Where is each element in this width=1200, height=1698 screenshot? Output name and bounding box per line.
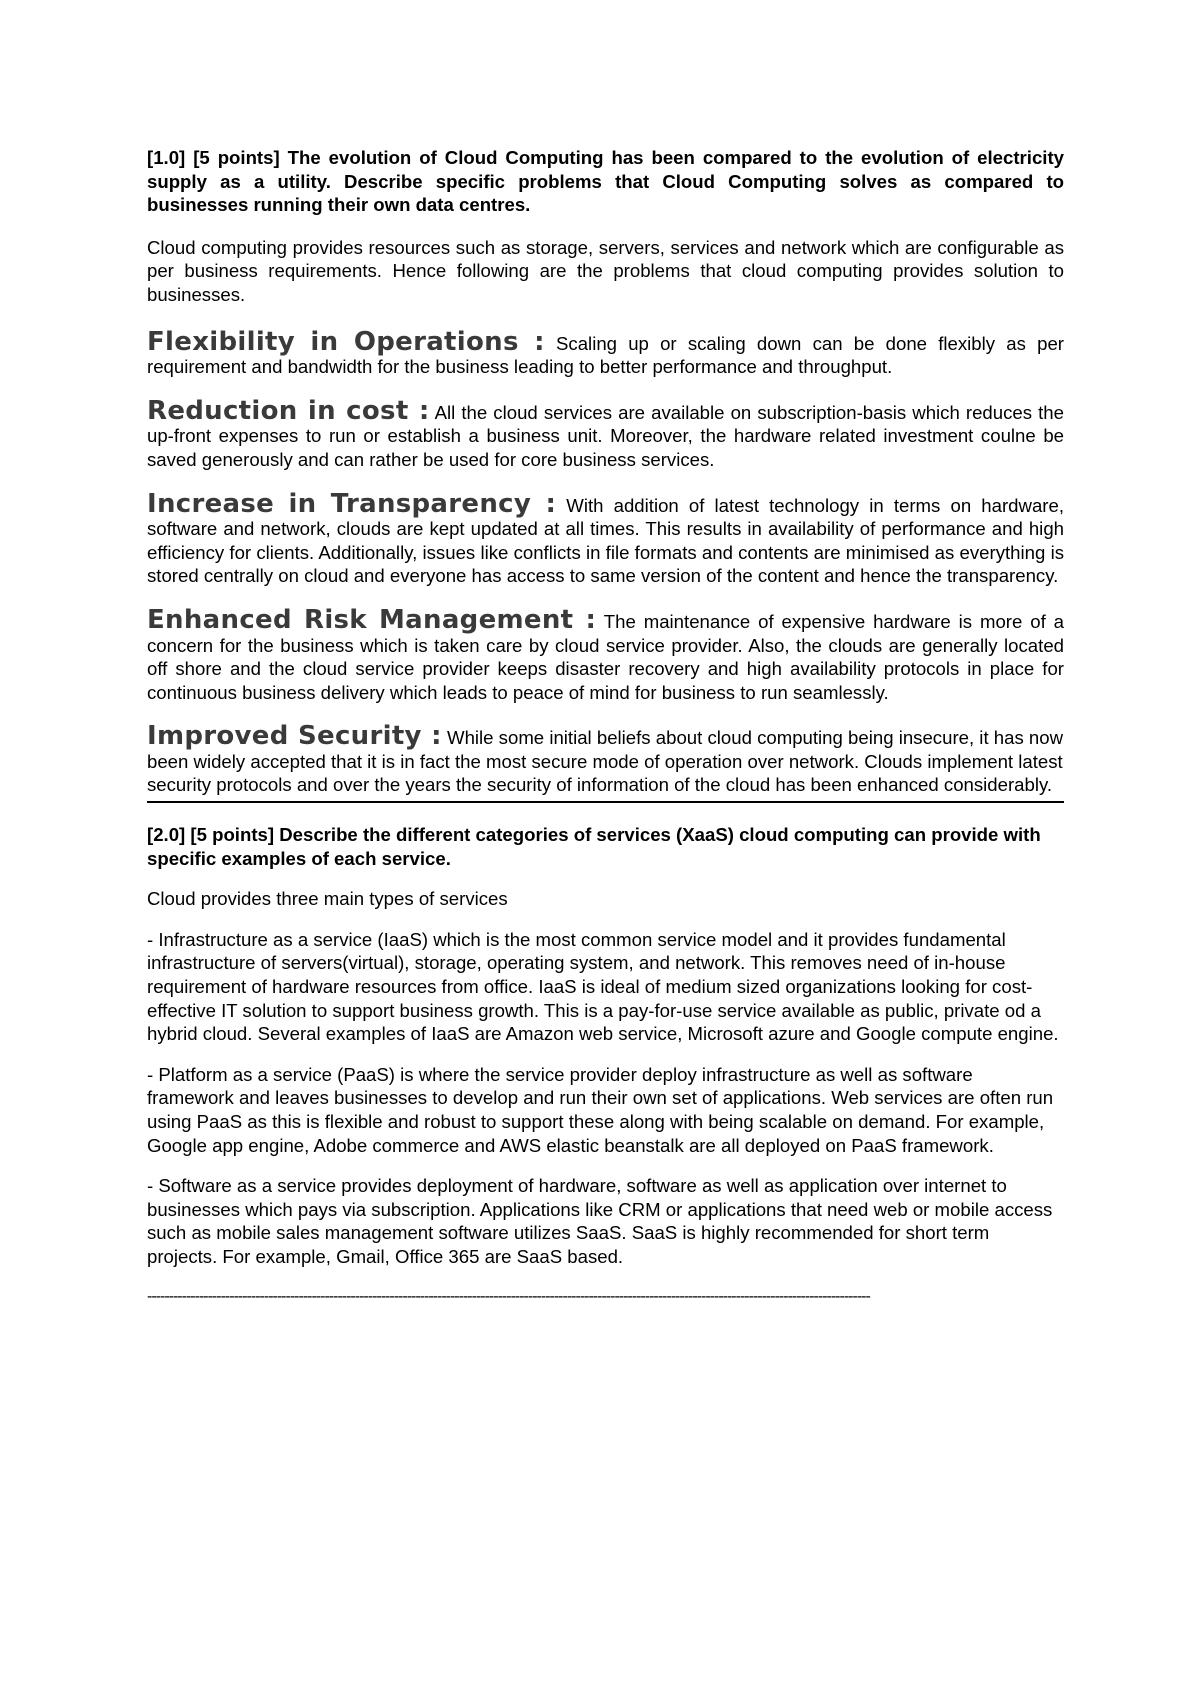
- section-text: The maintenance of expensive hardware is more of a concern for the business which is taken care by cloud service provider. Also, the clouds are generally located off shore and the cloud service provider keeps disaster recovery and high availability protocols in place for continuous business delivery which leads to peace of mind for business to run seamlessly.: [147, 610, 1064, 703]
- section-heading: Improved Security :: [147, 721, 442, 752]
- section-divider: [147, 801, 1064, 803]
- section-heading: Enhanced Risk Management :: [147, 604, 597, 635]
- q1-intro: Cloud computing provides resources such as storage, servers, services and network which are configurable as per business requirements. Hence following are the problems that cloud computing provides solution to businesses.: [147, 236, 1064, 305]
- question-1: [1.0] [5 points] The evolution of Cloud Computing has been compared to the evolution of electricity supply as a utility. Describe specific problems that Cloud Computing solves as compared to businesses running their own data centres.: [147, 147, 1064, 216]
- section-text: Scaling up or scaling down can be done flexibly as per requirement and bandwidth for the business leading to better performance and throughput.: [147, 332, 1064, 378]
- section-cost: [147, 395, 1064, 472]
- document-page: [147, 146, 1064, 1307]
- service-item-iaas: - Infrastructure as a service (IaaS) which is the most common service model and it provides fundamental infrastructure of servers(virtual), storage, operating system, and network. This removes need of in-house requirement of hardware resources from office. IaaS is ideal of medium sized organizations looking for cost-effective IT solution to support business growth. This is a pay-for-use service available as public, private od a hybrid cloud. Several examples of IaaS are Amazon web service, Microsoft azure and Google compute engine.: [147, 928, 1059, 1045]
- question-2: [2.0] [5 points] Describe the different categories of services (XaaS) cloud computing can provide with specific examples of each service.: [147, 824, 1041, 869]
- section-text: While some initial beliefs about cloud computing being insecure, it has now been widely accepted that it is in fact the most secure mode of operation over network. Clouds implement latest security protocols and over the years the security of information of the cloud has been enhanced considerably.: [147, 727, 1064, 796]
- dashed-divider: -----------------------------------------------------------------------------------------------------------------------------------------------------------------------: [147, 1287, 870, 1305]
- section-transparency: [147, 488, 1064, 588]
- section-text: All the cloud services are available on subscription-basis which reduces the up-front expenses to run or establish a business unit. Moreover, the hardware related investment coulne be saved generously and can rather be used for core business services.: [147, 401, 1064, 470]
- section-heading: Reduction in cost :: [147, 395, 430, 426]
- q2-intro: Cloud provides three main types of services: [147, 888, 508, 910]
- section-heading: Increase in Transparency :: [147, 488, 557, 519]
- section-heading: Flexibility in Operations :: [147, 326, 545, 357]
- section-risk: [147, 604, 1064, 704]
- service-item-paas: - Platform as a service (PaaS) is where the service provider deploy infrastructure as well as software framework and leaves businesses to develop and run their own set of applications. Web services are often run using PaaS as this is flexible and robust to support these along with being scalable on demand. For example, Google app engine, Adobe commerce and AWS elastic beanstalk are all deployed on PaaS framework.: [147, 1063, 1054, 1156]
- section-text: With addition of latest technology in terms on hardware, software and network, clouds are kept updated at all times. This results in availability of performance and high efficiency for clients. Additionally, issues like conflicts in file formats and contents are minimised as everything is stored centrally on cloud and everyone has access to same version of the content and hence the transparency.: [147, 494, 1064, 587]
- section-security: [147, 721, 1064, 797]
- section-flexibility: [147, 326, 1064, 379]
- service-item-saas: - Software as a service provides deployment of hardware, software as well as application over internet to businesses which pays via subscription. Applications like CRM or applications that need web or mobile access such as mobile sales management software utilizes SaaS. SaaS is highly recommended for short term projects. For example, Gmail, Office 365 are SaaS based.: [147, 1175, 1053, 1267]
